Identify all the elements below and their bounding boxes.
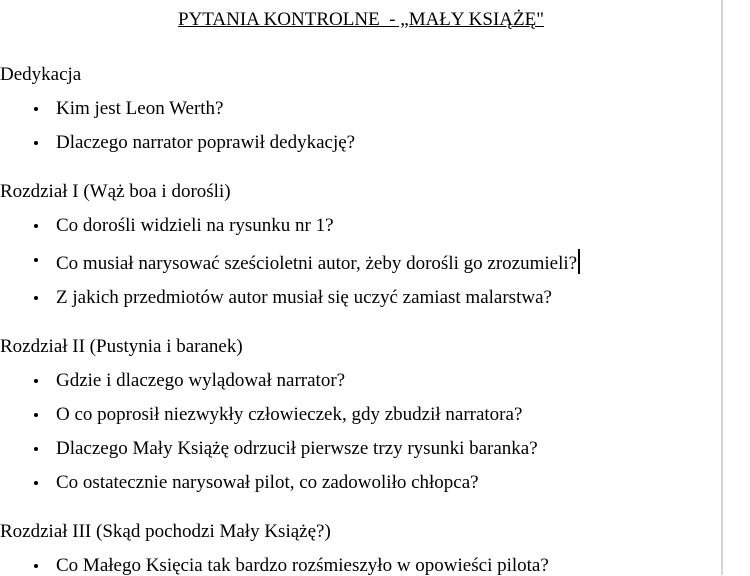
list-item-text: Gdzie i dlaczego wylądował narrator?	[56, 370, 346, 391]
section-rozdzial-3	[0, 521, 722, 576]
bullet-list	[0, 215, 722, 308]
list-item-text: Co dorośli widzieli na rysunku nr 1?	[56, 215, 334, 236]
list-item-text: Co ostatecznie narysował pilot, co zadowoliło chłopca?	[56, 472, 479, 493]
bullet-icon	[34, 447, 38, 451]
text-cursor	[578, 249, 580, 274]
section-rozdzial-2	[0, 336, 722, 493]
list-item-text: O co poprosił niezwykły człowieczek, gdy zbudził narratora?	[56, 404, 523, 425]
list-item	[0, 132, 722, 153]
bullet-icon	[34, 379, 38, 383]
section-heading: Rozdział I (Wąż boa i dorośli)	[0, 181, 231, 202]
bullet-icon	[34, 258, 38, 262]
bullet-icon	[34, 564, 38, 568]
bullet-list	[0, 370, 722, 493]
list-item-text: Co musiał narysować sześcioletni autor, żeby dorośli go zrozumieli?	[56, 253, 578, 274]
list-item-text: Kim jest Leon Werth?	[56, 98, 224, 119]
bullet-icon	[34, 481, 38, 485]
bullet-icon	[34, 107, 38, 111]
section-dedykacja	[0, 64, 722, 153]
list-item	[0, 438, 722, 459]
list-item	[0, 287, 722, 308]
list-item	[0, 555, 722, 576]
bullet-icon	[34, 296, 38, 300]
page-title-text: PYTANIA KONTROLNE - „MAŁY KSIĄŻĘ"	[178, 9, 544, 30]
section-rozdzial-1	[0, 181, 722, 308]
list-item	[0, 249, 722, 274]
list-item-text: Dlaczego narrator poprawił dedykację?	[56, 132, 356, 153]
list-item	[0, 98, 722, 119]
list-item	[0, 472, 722, 493]
bullet-icon	[34, 224, 38, 228]
list-item-text: Co Małego Księcia tak bardzo rozśmieszyło w opowieści pilota?	[56, 555, 549, 576]
list-item-text: Dlaczego Mały Książę odrzucił pierwsze trzy rysunki baranka?	[56, 438, 538, 459]
list-item	[0, 215, 722, 236]
bullet-icon	[34, 413, 38, 417]
page-edge-divider	[721, 0, 723, 575]
section-heading: Rozdział II (Pustynia i baranek)	[0, 336, 243, 357]
section-heading: Rozdział III (Skąd pochodzi Mały Książę?)	[0, 521, 331, 542]
page-title	[0, 8, 722, 31]
list-item	[0, 370, 722, 391]
section-heading: Dedykacja	[0, 64, 82, 85]
bullet-list	[0, 98, 722, 153]
list-item	[0, 404, 722, 425]
bullet-icon	[34, 141, 38, 145]
list-item-text: Z jakich przedmiotów autor musiał się uczyć zamiast malarstwa?	[56, 287, 552, 308]
bullet-list	[0, 555, 722, 576]
